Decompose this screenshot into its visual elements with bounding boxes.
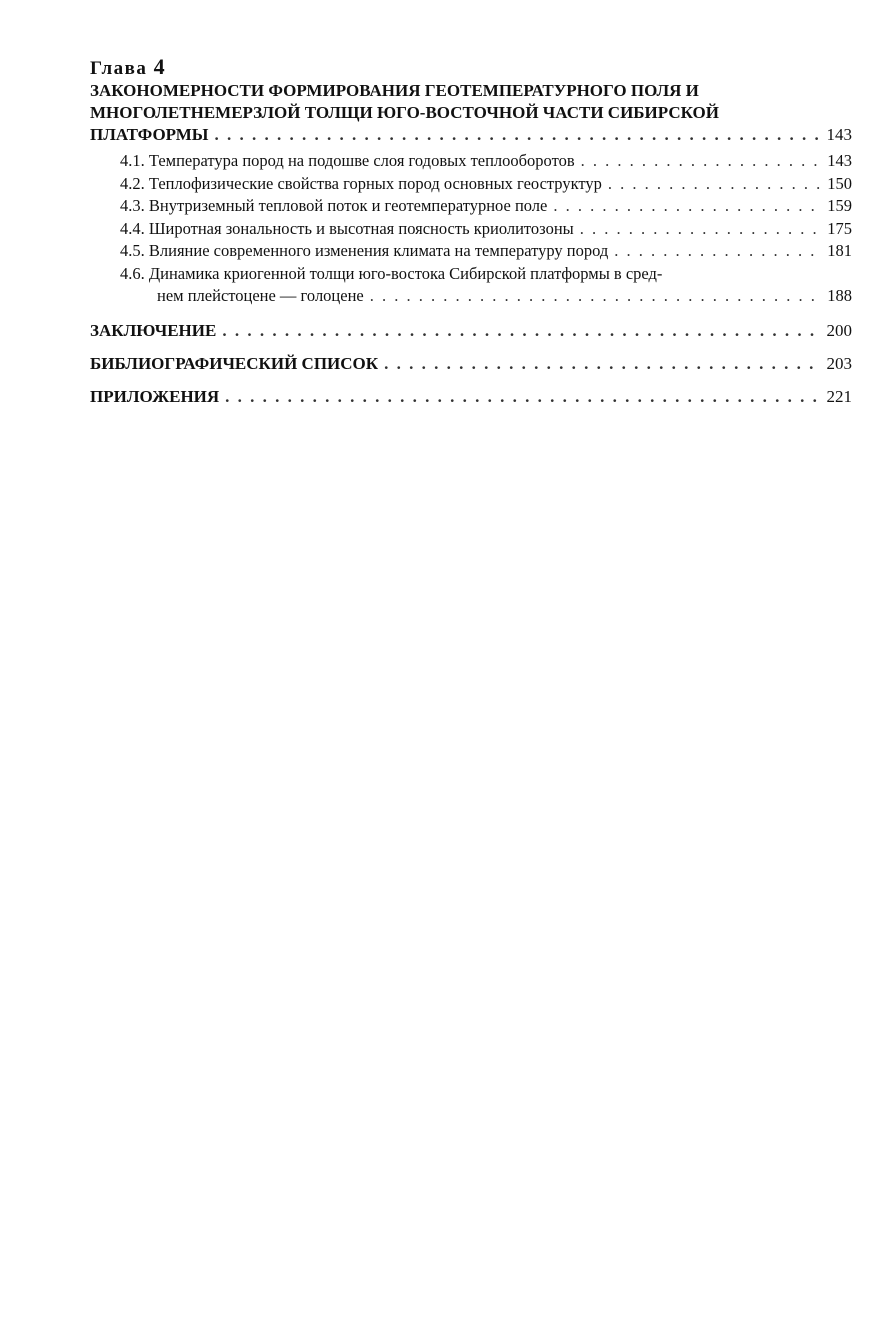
dot-leader [547, 195, 822, 218]
dot-leader [602, 173, 822, 196]
chapter-title-line: МНОГОЛЕТНЕМЕРЗЛОЙ ТОЛЩИ ЮГО-ВОСТОЧНОЙ ЧАСТИ СИБИРСКОЙ [90, 103, 719, 122]
dot-leader [364, 285, 822, 308]
dot-leader [574, 218, 822, 241]
toc-entry-page: 175 [827, 218, 852, 238]
dot-leader [208, 124, 822, 146]
toc-entry-page: 150 [827, 173, 852, 193]
toc-entry[interactable] [120, 195, 852, 218]
dot-leader [378, 353, 822, 375]
dot-leader [608, 240, 822, 263]
toc-entry[interactable] [120, 263, 852, 308]
toc-entry[interactable] [120, 240, 852, 263]
toc-entry-page: 159 [827, 196, 852, 215]
toc-entry-page: 221 [826, 386, 852, 406]
toc-entry[interactable] [120, 150, 852, 173]
toc-entry-label: 4.3. Внутриземный тепловой поток и геотемпературное поле [120, 196, 548, 215]
toc-entry-conclusion[interactable] [90, 320, 852, 342]
toc-entry-page: 181 [827, 241, 852, 260]
toc-entry-label: 4.2. Теплофизические свойства горных пород основных геоструктур [120, 173, 602, 193]
toc-entry[interactable] [120, 173, 852, 196]
section-list [90, 150, 852, 308]
toc-page [90, 56, 852, 408]
chapter-number: 4 [153, 54, 165, 79]
toc-entry-label: 4.6. Динамика криогенной толщи юго-востока Сибирской платформы в сред- [120, 263, 663, 283]
chapter-label: Глава [90, 58, 148, 79]
toc-entry-page: 200 [826, 320, 852, 340]
toc-entry-label: 4.1. Температура пород на подошве слоя годовых теплооборотов [120, 151, 575, 170]
chapter-title-last-row [90, 124, 852, 146]
dot-leader [575, 150, 822, 173]
dot-leader [216, 320, 822, 342]
chapter-title-line: ПЛАТФОРМЫ [90, 125, 209, 144]
toc-entry-bibliography[interactable] [90, 353, 852, 375]
dot-leader [219, 386, 822, 408]
toc-entry-label: БИБЛИОГРАФИЧЕСКИЙ СПИСОК [90, 353, 379, 373]
chapter-title [90, 80, 852, 146]
toc-entry-label: нем плейстоцене — голоцене [157, 286, 364, 305]
toc-entry[interactable] [120, 218, 852, 241]
toc-entry-page: 188 [827, 286, 852, 305]
chapter-heading [90, 56, 852, 80]
toc-entry-label: ЗАКЛЮЧЕНИЕ [90, 320, 217, 340]
toc-entry-label: 4.5. Влияние современного изменения климата на температуру пород [120, 241, 609, 260]
toc-entry-continuation [120, 285, 852, 308]
chapter-page-number: 143 [826, 125, 852, 144]
toc-entry-page: 143 [827, 151, 852, 170]
chapter-title-line: ЗАКОНОМЕРНОСТИ ФОРМИРОВАНИЯ ГЕОТЕМПЕРАТУРНОГО ПОЛЯ И [90, 81, 699, 100]
toc-entry-page: 203 [826, 353, 852, 373]
toc-entry-label: ПРИЛОЖЕНИЯ [90, 386, 220, 406]
toc-entry-label: 4.4. Широтная зональность и высотная поясность криолитозоны [120, 218, 574, 238]
toc-entry-appendices[interactable] [90, 386, 852, 408]
